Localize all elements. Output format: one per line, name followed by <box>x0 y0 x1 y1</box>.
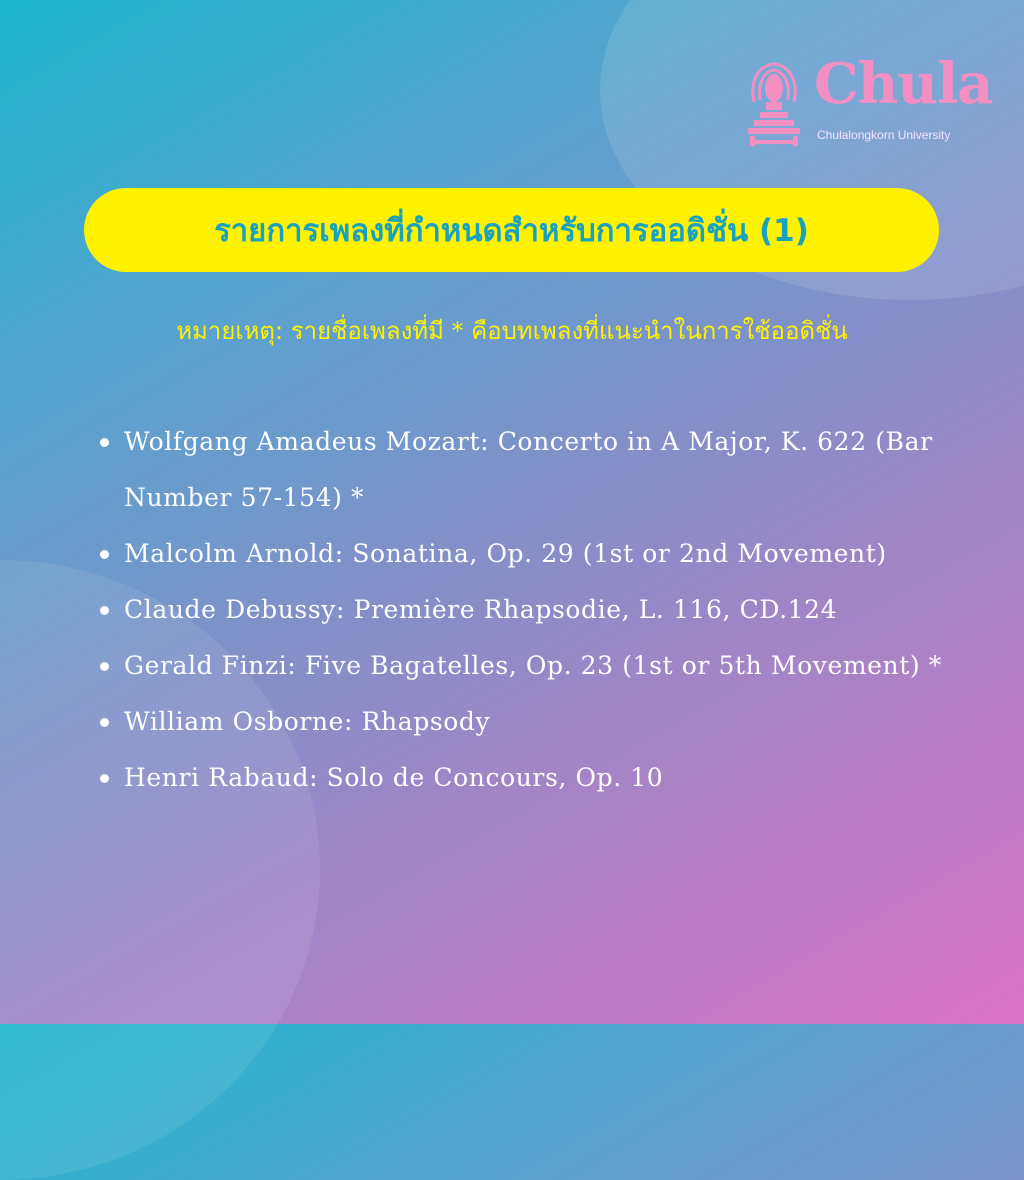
brand-name: Chula <box>814 51 993 117</box>
bullet-icon <box>100 718 109 727</box>
song-item <box>96 694 946 750</box>
chula-logo <box>742 51 993 153</box>
song-list <box>96 414 946 806</box>
song-title: Gerald Finzi: Five Bagatelles, Op. 23 (1st or 5th Movement) * <box>124 651 942 680</box>
page-title: รายการเพลงที่กำหนดสำหรับการออดิชั่น (1) <box>214 213 809 249</box>
bullet-icon <box>100 606 109 615</box>
song-item <box>96 582 946 638</box>
bullet-icon <box>100 438 109 447</box>
song-title: William Osborne: Rhapsody <box>124 707 491 736</box>
song-item <box>96 526 946 582</box>
bullet-icon <box>100 774 109 783</box>
song-title: Wolfgang Amadeus Mozart: Concerto in A Major, K. 622 (Bar Number 57-154) * <box>124 427 933 512</box>
song-item <box>96 638 946 694</box>
bullet-icon <box>100 550 109 559</box>
song-item <box>96 750 946 806</box>
song-title: Claude Debussy: Première Rhapsodie, L. 116, CD.124 <box>124 595 838 624</box>
pra-kiao-emblem-icon <box>742 58 806 148</box>
song-title: Henri Rabaud: Solo de Concours, Op. 10 <box>124 763 664 792</box>
title-banner <box>84 188 939 272</box>
bullet-icon <box>100 662 109 671</box>
song-title: Malcolm Arnold: Sonatina, Op. 29 (1st or 2nd Movement) <box>124 539 887 568</box>
note-text: หมายเหตุ: รายชื่อเพลงที่มี * คือบทเพลงที่แนะนำในการใช้ออดิชั่น <box>176 317 848 345</box>
brand-subtitle: Chulalongkorn University <box>817 128 951 142</box>
song-item <box>96 414 946 526</box>
